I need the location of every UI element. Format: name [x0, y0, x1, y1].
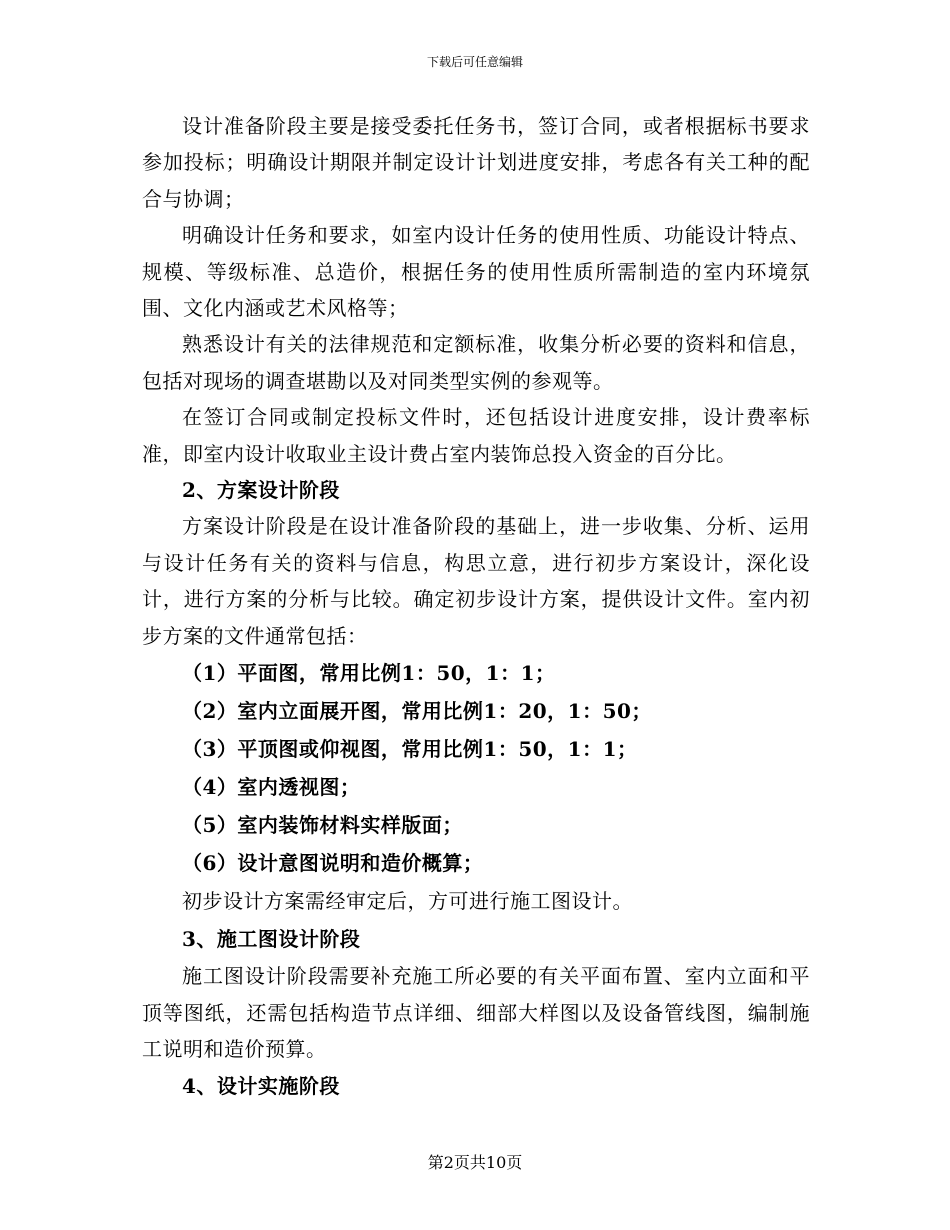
paragraph-scheme-design: 方案设计阶段是在设计准备阶段的基础上，进一步收集、分析、运用与设计任务有关的资料与信息，构思立意，进行初步方案设计，深化设计，进行方案的分析与比较。确定初步设计方案，提供设计文件。室内初步方案的文件通常包括： [142, 514, 810, 648]
section-heading-implementation: 4、设计实施阶段 [182, 1074, 340, 1099]
page-number: 第2页共10页 [427, 1153, 523, 1172]
page-header: 下载后可任意编辑 [426, 55, 523, 69]
list-item-floor-plan: （1）平面图，常用比例1：50，1：1； [182, 661, 556, 686]
paragraph-contract-fees: 在签订合同或制定投标文件时，还包括设计进度安排，设计费率标准，即室内设计收取业主设计费占室内装饰总投入资金的百分比。 [142, 405, 810, 466]
document-body [142, 108, 810, 1105]
section-heading-scheme-design: 2、方案设计阶段 [182, 478, 340, 503]
list-item-elevation: （2）室内立面展开图，常用比例1：20，1：50； [182, 699, 652, 724]
section-heading-construction-drawing: 3、施工图设计阶段 [182, 927, 361, 952]
list-item-cost-estimate: （6）设计意图说明和造价概算； [182, 851, 484, 876]
paragraph-regulations: 熟悉设计有关的法律规范和定额标准，收集分析必要的资料和信息，包括对现场的调查堪勘以及对同类型实例的参观等。 [142, 332, 810, 393]
list-item-perspective: （4）室内透视图； [182, 775, 361, 800]
list-item-material-samples: （5）室内装饰材料实样版面； [182, 813, 463, 838]
list-item-ceiling-plan: （3）平顶图或仰视图，常用比例1：50，1：1； [182, 737, 638, 762]
paragraph-design-tasks: 明确设计任务和要求，如室内设计任务的使用性质、功能设计特点、规模、等级标准、总造价，根据任务的使用性质所需制造的室内环境氛围、文化内涵或艺术风格等； [142, 223, 810, 321]
paragraph-design-preparation: 设计准备阶段主要是接受委托任务书，签订合同，或者根据标书要求参加投标；明确设计期限并制定设计计划进度安排，考虑各有关工种的配合与协调； [142, 114, 810, 211]
paragraph-approval: 初步设计方案需经审定后，方可进行施工图设计。 [182, 889, 633, 914]
paragraph-construction-drawing: 施工图设计阶段需要补充施工所必要的有关平面布置、室内立面和平顶等图纸，还需包括构造节点详细、细部大样图以及设备管线图，编制施工说明和造价预算。 [142, 964, 810, 1061]
